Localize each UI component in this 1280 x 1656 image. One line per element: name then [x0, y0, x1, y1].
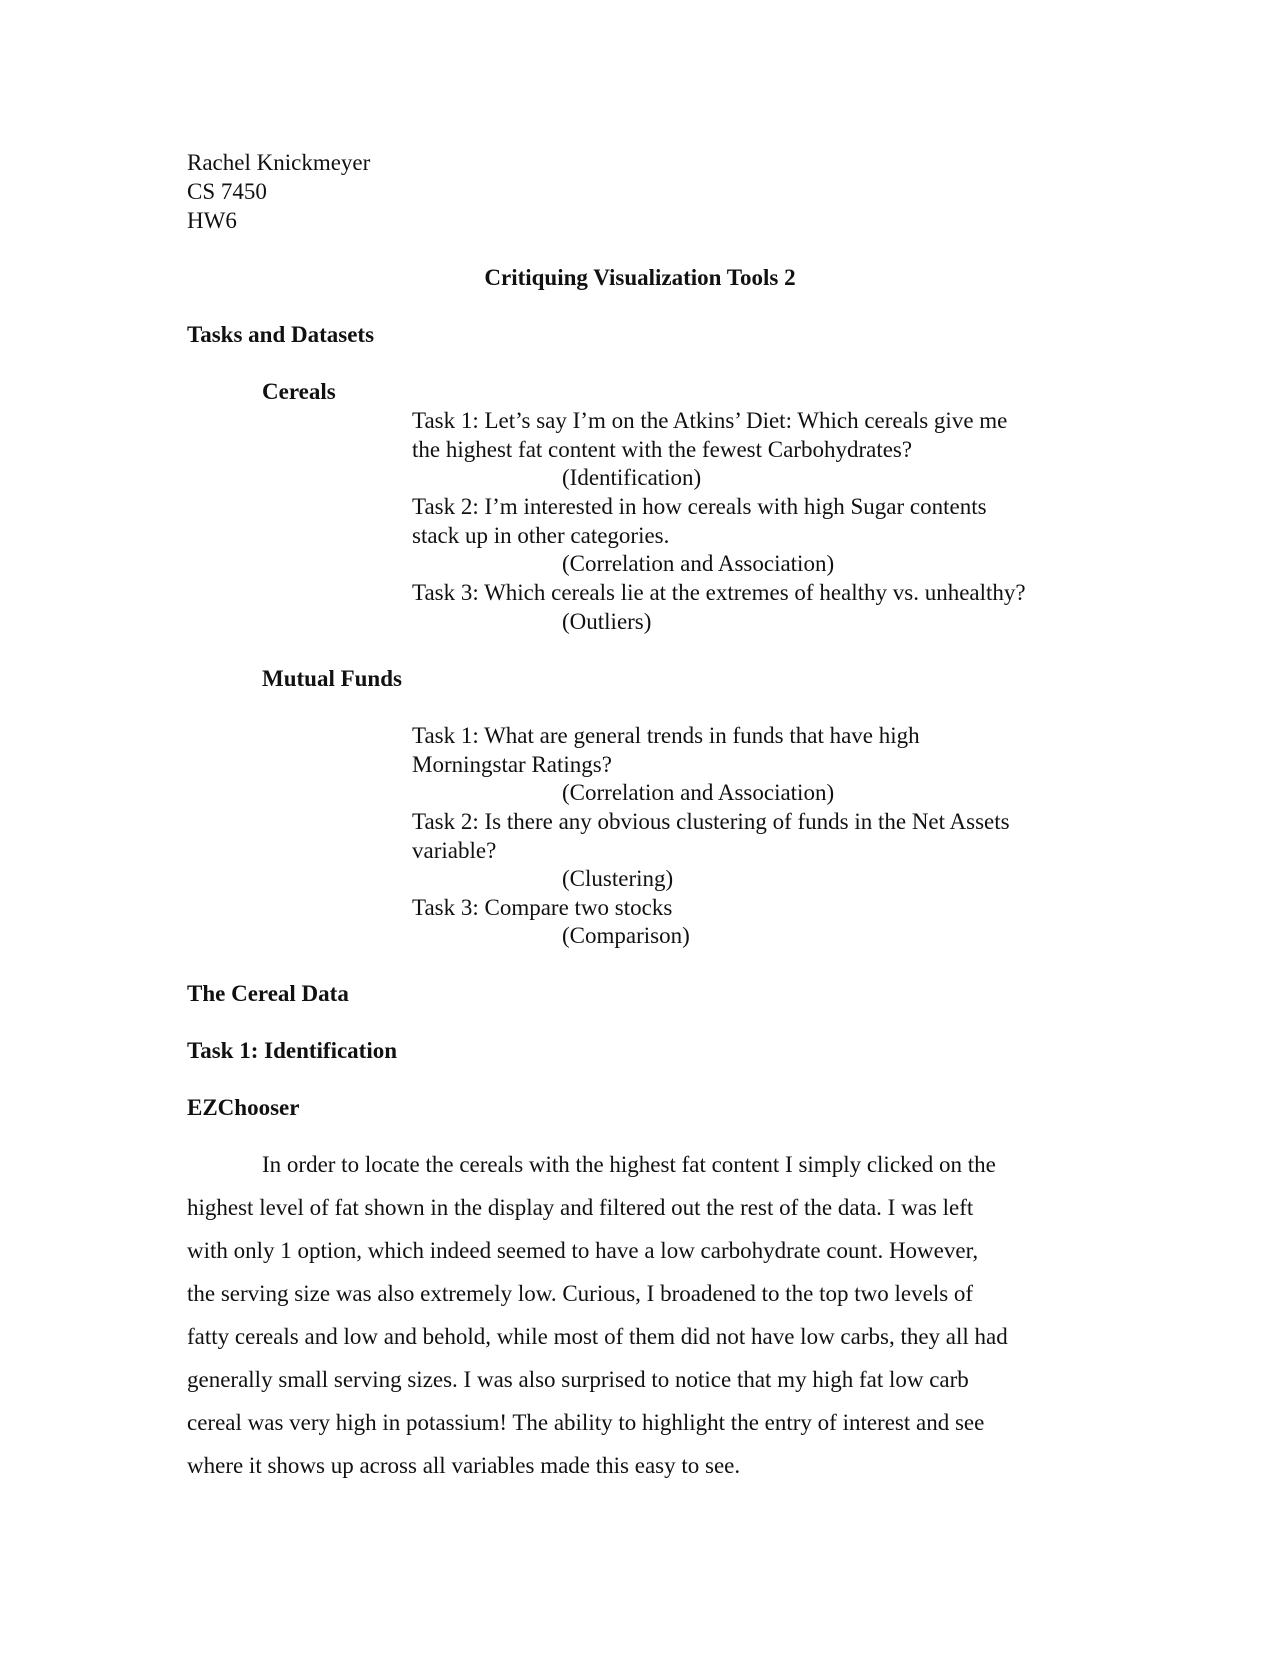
fund-task2-type: (Clustering): [562, 866, 674, 891]
paragraph-line: generally small serving sizes. I was also surprised to notice that my high fat low carb: [187, 1367, 969, 1392]
cereal-task2-line1: Task 2: I’m interested in how cereals with high Sugar contents: [412, 494, 987, 519]
subsection-heading-mutual-funds: Mutual Funds: [262, 666, 402, 691]
cereal-task2-type: (Correlation and Association): [562, 551, 835, 576]
course-number: CS 7450: [187, 179, 267, 204]
paragraph-line: highest level of fat shown in the display and filtered out the rest of the data. I was left: [187, 1195, 974, 1220]
fund-task2-line1: Task 2: Is there any obvious clustering of funds in the Net Assets: [412, 809, 1010, 834]
section-heading-ezchooser: EZChooser: [187, 1095, 300, 1120]
paragraph-line: with only 1 option, which indeed seemed to have a low carbohydrate count. However,: [187, 1238, 979, 1263]
fund-task1-line1: Task 1: What are general trends in funds that have high: [412, 723, 920, 748]
paragraph-line: where it shows up across all variables made this easy to see.: [187, 1453, 741, 1478]
cereal-task3-type: (Outliers): [562, 609, 652, 634]
paragraph-line: cereal was very high in potassium! The ability to highlight the entry of interest and see: [187, 1410, 985, 1435]
cereal-task1-line2: the highest fat content with the fewest Carbohydrates?: [412, 437, 913, 462]
fund-task2-line2: variable?: [412, 838, 497, 863]
paragraph-line: the serving size was also extremely low. Curious, I broadened to the top two levels of: [187, 1281, 974, 1306]
fund-task3-line1: Task 3: Compare two stocks: [412, 895, 673, 920]
cereal-task1-line1: Task 1: Let’s say I’m on the Atkins’ Diet: Which cereals give me: [412, 408, 1008, 433]
fund-task1-line2: Morningstar Ratings?: [412, 752, 612, 777]
document-title: Critiquing Visualization Tools 2: [484, 265, 796, 290]
section-heading-tasks-datasets: Tasks and Datasets: [187, 322, 375, 347]
section-heading-task1-identification: Task 1: Identification: [187, 1038, 398, 1063]
section-heading-cereal-data: The Cereal Data: [187, 981, 349, 1006]
fund-task1-type: (Correlation and Association): [562, 780, 835, 805]
cereal-task2-line2: stack up in other categories.: [412, 523, 670, 548]
cereal-task3-line1: Task 3: Which cereals lie at the extremes of healthy vs. unhealthy?: [412, 580, 1026, 605]
assignment-label: HW6: [187, 208, 237, 233]
author-name: Rachel Knickmeyer: [187, 150, 371, 175]
cereal-task1-type: (Identification): [562, 465, 702, 490]
paragraph-line: In order to locate the cereals with the highest fat content I simply clicked on the: [262, 1152, 996, 1177]
fund-task3-type: (Comparison): [562, 923, 690, 948]
subsection-heading-cereals: Cereals: [262, 379, 336, 404]
paragraph-line: fatty cereals and low and behold, while most of them did not have low carbs, they all had: [187, 1324, 1008, 1349]
